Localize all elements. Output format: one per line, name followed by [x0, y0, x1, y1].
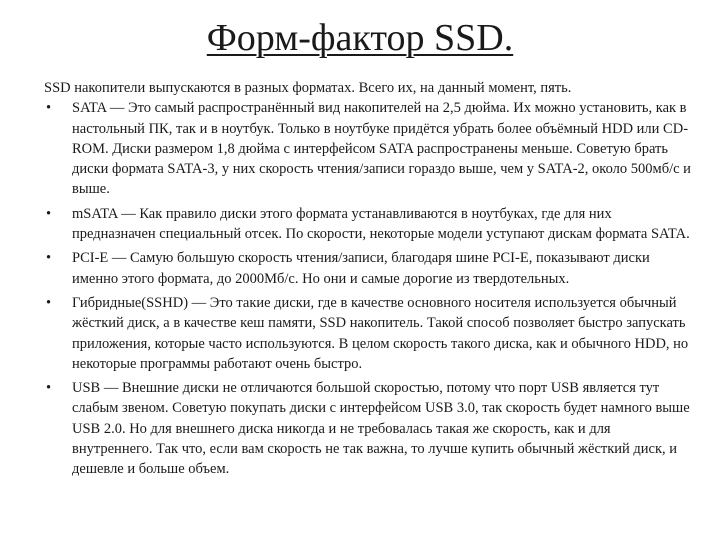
list-item-text: mSATA — Как правило диски этого формата устанавливаются в ноутбуках, где для них предназначен специальный отсек. По скорости, некоторые модели уступают дискам формата SATA. — [72, 205, 690, 243]
intro-paragraph: SSD накопители выпускаются в разных форматах. Всего их, на данный момент, пять. — [44, 80, 572, 96]
list-item-text: SATA — Это самый распространённый вид накопителей на 2,5 дюйма. Их можно установить, как в настольный ПК, так и в ноутбук. Только в ноутбуке придётся убрать более объёмный HDD или CD-ROM. Диски размером 1,8 дюйма с интерфейсом SATA распространены меньше. Советую брать диски формата SATA-3, у них скорость чтения/записи гораздо выше, чем у SATA-2, около 500мб/с и выше. — [72, 100, 691, 198]
list-item-sata — [30, 98, 694, 199]
list-item-text: USB — Внешние диски не отличаются большой скоростью, потому что порт USB является тут слабым звеном. Советую покупать диски с интерфейсом USB 3.0, так скорость будет намного выше USB 2.0. Но для внешнего диска никогда и не требовалась такая же скорость, как и для внутреннего. Так что, если вам скорость не так важна, то лучше купить обычный жёсткий диск, и дешевле и больше объем. — [72, 380, 690, 478]
slide-body — [30, 78, 694, 484]
list-item-msata — [30, 204, 694, 245]
list-item-text: PCI-E — Самую большую скорость чтения/записи, благодаря шине PCI-E, показывают диски именно этого формата, до 2000Мб/с. Но они и самые дорогие из твердотельных. — [72, 250, 650, 287]
bullet-icon: • — [46, 250, 52, 267]
bullet-icon: • — [46, 100, 52, 117]
list-item-text: Гибридные(SSHD) — Это такие диски, где в качестве основного носителя используется обычный жёсткий диск, а в качестве кеш памяти, SSD накопитель. Такой способ позволяет быстро запускать приложения, которые часто используются. В целом скорость такого диска, как и обычного HDD, но некоторые программы работают очень быстро. — [72, 294, 689, 372]
list-item-usb — [30, 378, 694, 479]
list-item-pcie — [30, 248, 694, 289]
bullet-list — [30, 98, 694, 479]
list-item-sshd — [30, 293, 694, 374]
slide-title: Форм-фактор SSD. — [206, 17, 514, 59]
bullet-icon: • — [46, 294, 52, 311]
bullet-icon: • — [46, 205, 52, 222]
bullet-icon: • — [46, 380, 52, 397]
